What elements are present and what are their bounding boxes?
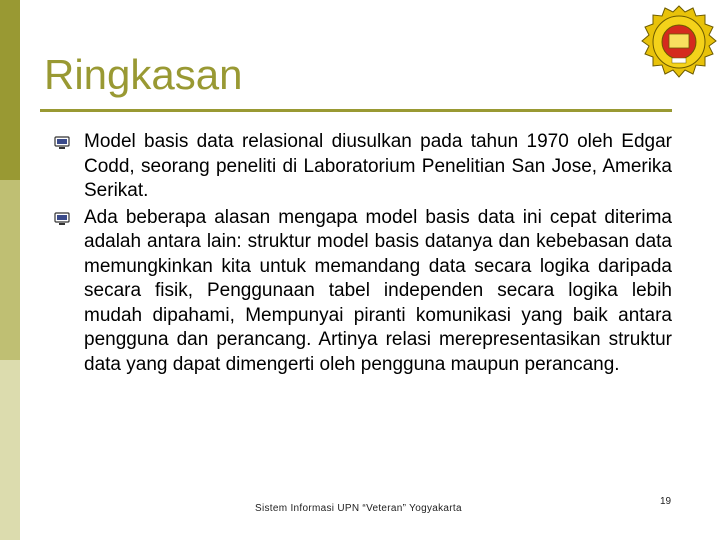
bullet-text: Ada beberapa alasan mengapa model basis data ini cepat diterima adalah antara lain: struktur model basis datanya dan kebebasan data memungkinkan kita untuk memandang data secara logika daripada secara fisik, Penggunaan tabel independen secara logika lebih mudah dipahami, Mempunyai piranti komunikasi yang baik antara pengguna dan perancang. Artinya relasi merepresentasikan struktur data yang dapat dimengerti oleh pengguna maupun perancang.	[84, 206, 672, 375]
side-bar-top	[0, 0, 20, 180]
page-number: 19	[660, 496, 672, 507]
side-bar-bottom	[0, 360, 20, 540]
bullet-text: Model basis data relasional diusulkan pada tahun 1970 oleh Edgar Codd, seorang peneliti di Laboratorium Penelitian San Jose, Amerika Serikat.	[84, 131, 672, 201]
footer-text: Sistem Informasi UPN “Veteran” Yogyakarta	[255, 503, 462, 514]
monitor-icon	[54, 136, 70, 150]
bullet-list	[52, 130, 672, 379]
side-bar-middle	[0, 180, 20, 360]
monitor-icon	[54, 212, 70, 226]
slide-title: Ringkasan	[44, 51, 243, 98]
title-underline	[40, 109, 672, 112]
bullet-item	[52, 206, 672, 378]
bullet-item	[52, 130, 672, 204]
university-seal-icon	[639, 4, 719, 80]
